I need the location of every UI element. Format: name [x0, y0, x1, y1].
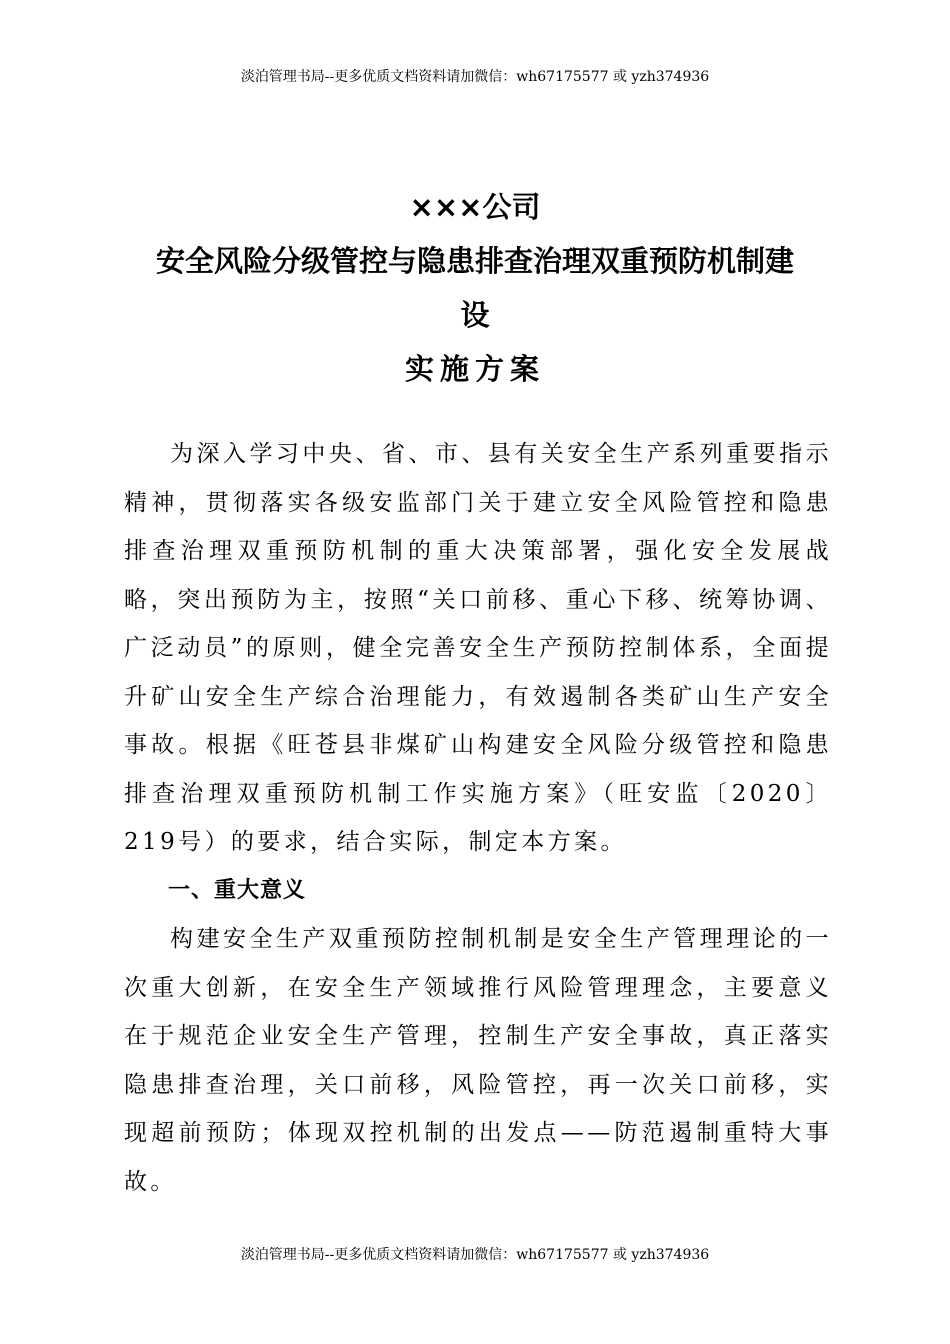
title-company: ×××公司	[409, 190, 541, 224]
intro-paragraph: 为深入学习中央、省、市、县有关安全生产系列重要指示精神，贯彻落实各级安监部门关于建立安全风险管控和隐患排查治理双重预防机制的重大决策部署，强化安全发展战略，突出预防为主，按照“关口前移、重心下移、统筹协调、广泛动员”的原则，健全完善安全生产预防控制体系，全面提升矿山安全生产综合治理能力，有效遏制各类矿山生产安全事故。根据《旺苍县非煤矿山构建安全风险分级管控和隐患排查治理双重预防机制工作实施方案》（旺安监〔2020〕219号）的要求，结合实际，制定本方案。	[124, 441, 832, 855]
page-header: 淡泊管理书局--更多优质文档资料请加微信：wh67175577 或 yzh374936	[240, 69, 710, 85]
title-main-continued: 设	[460, 298, 490, 332]
document-title	[100, 180, 850, 396]
title-subtitle: 实施方案	[404, 352, 545, 386]
significance-paragraph: 构建安全生产双重预防控制机制是安全生产管理理论的一次重大创新，在安全生产领域推行风险管理理念，主要意义在于规范企业安全生产管理，控制生产安全事故，真正落实隐患排查治理，关口前移，风险管控，再一次关口前移，实现超前预防；体现双控机制的出发点——防范遏制重特大事故。	[124, 926, 832, 1195]
document-body	[124, 430, 832, 1206]
title-main: 安全风险分级管控与隐患排查治理双重预防机制建	[155, 244, 794, 278]
section-heading: 一、重大意义	[168, 877, 307, 903]
page-footer: 淡泊管理书局--更多优质文档资料请加微信：wh67175577 或 yzh374936	[240, 1247, 710, 1263]
